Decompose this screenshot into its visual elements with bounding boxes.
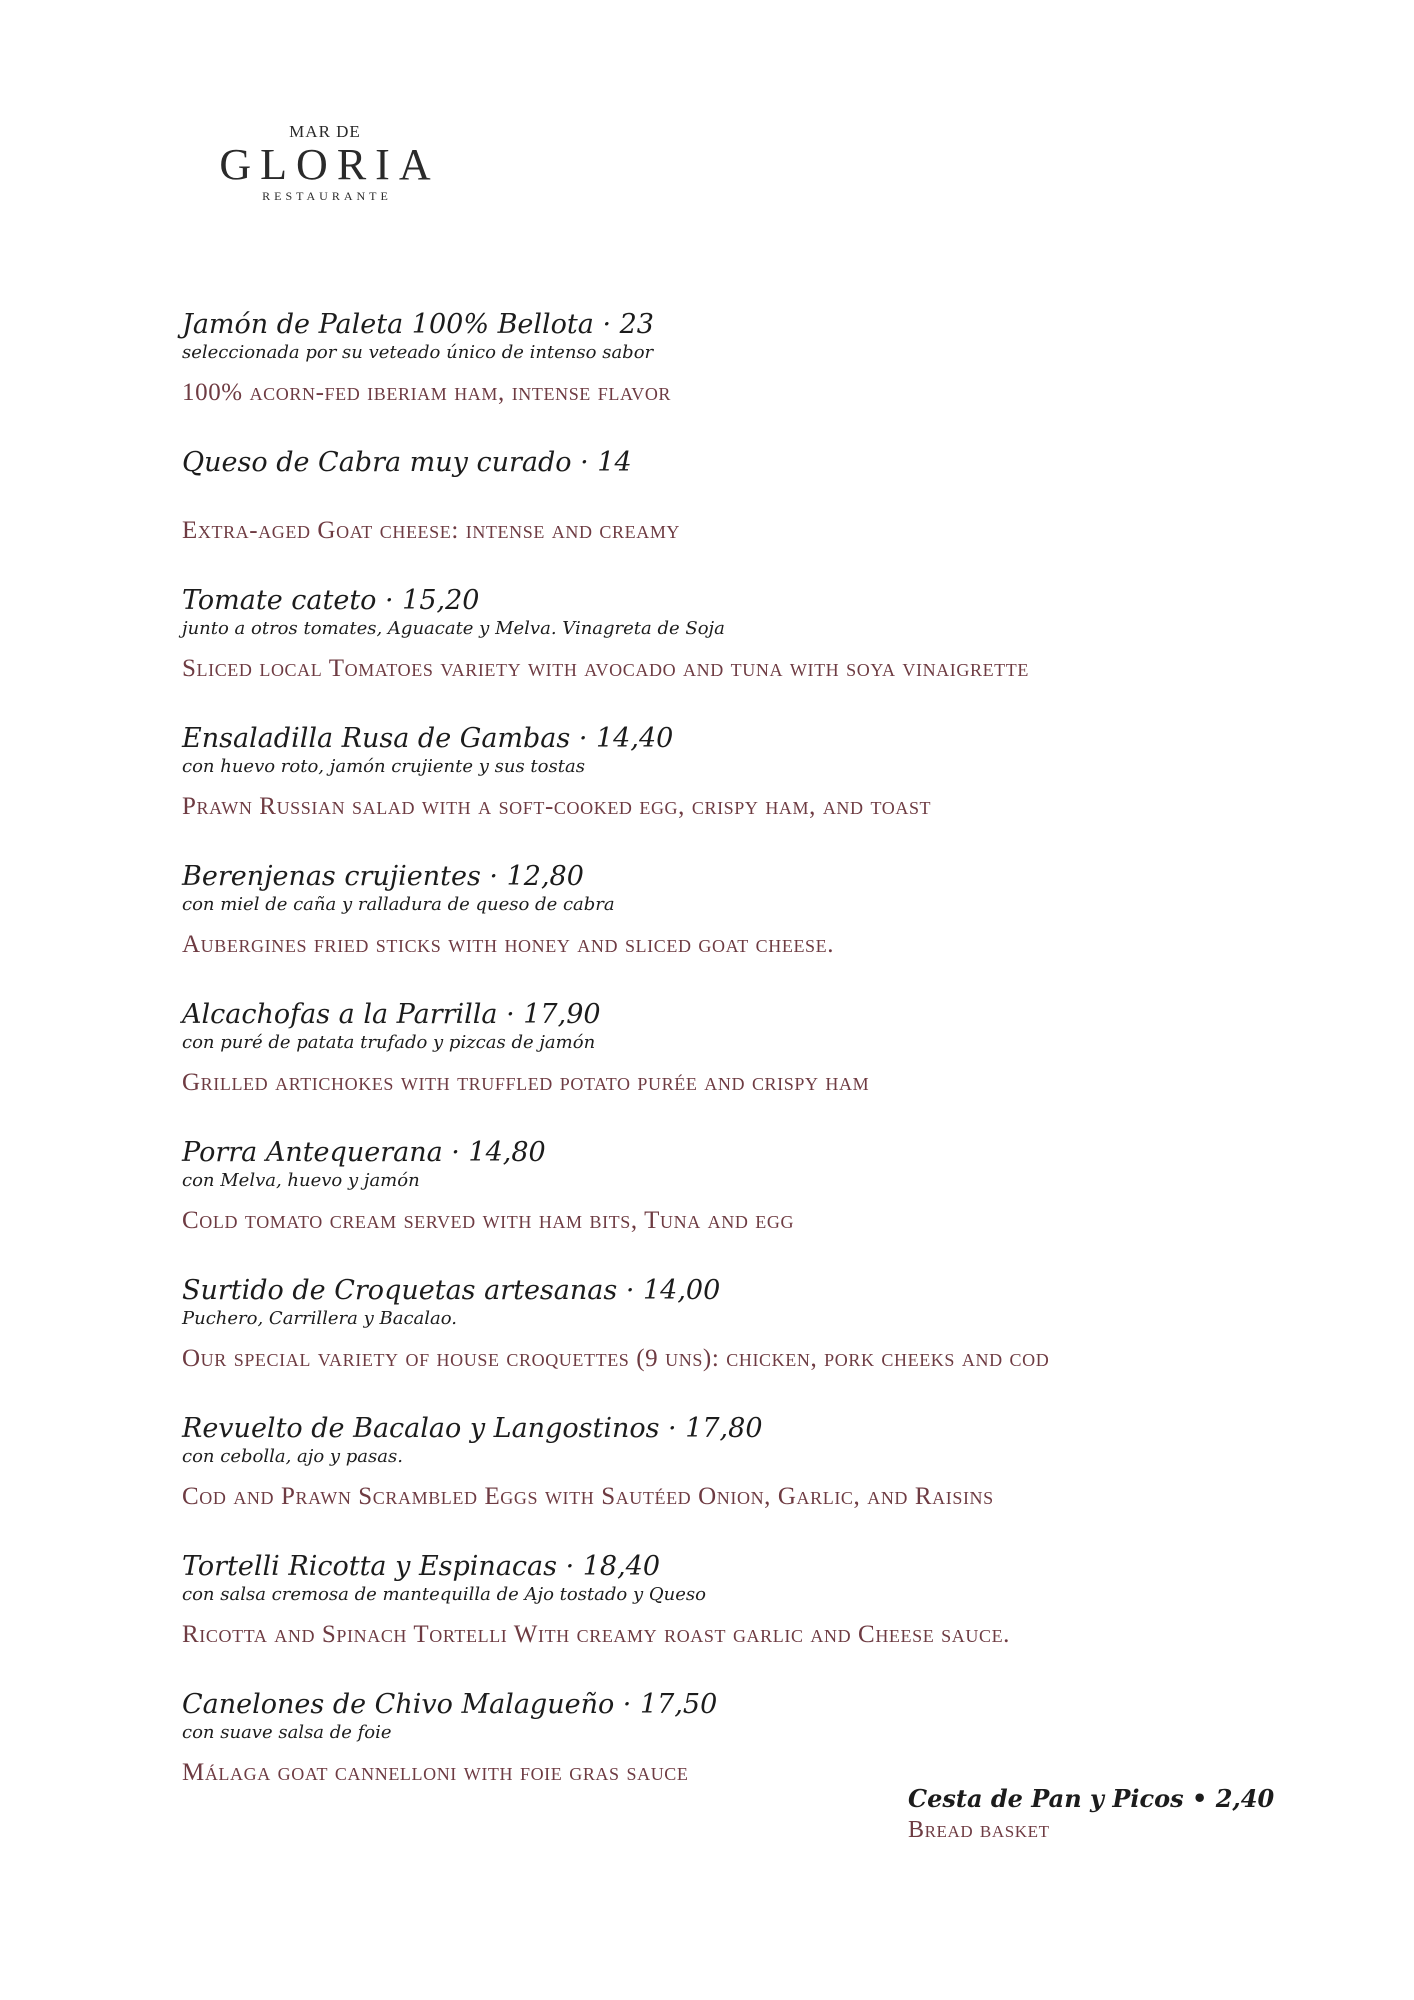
menu-list <box>182 308 1312 1826</box>
dish-name: Canelones de Chivo Malagueño · 17,50 <box>182 1689 718 1720</box>
dish-description-en: 100% acorn-fed iberiam ham, intense flavor <box>182 379 672 406</box>
dish-name: Revuelto de Bacalao y Langostinos · 17,80 <box>182 1413 763 1444</box>
menu-item-croquetas <box>182 1274 1312 1412</box>
dish-name: Surtido de Croquetas artesanas · 14,00 <box>182 1275 721 1306</box>
menu-item-revuelto <box>182 1412 1312 1550</box>
menu-item-queso <box>182 446 1312 584</box>
dish-description-en: Cod and Prawn Scrambled Eggs with Sautéed Onion, Garlic, and Raisins <box>182 1483 994 1510</box>
dish-name: Tortelli Ricotta y Espinacas · 18,40 <box>182 1551 661 1582</box>
restaurant-logo <box>200 122 450 204</box>
dish-description-en: Aubergines fried sticks with honey and sliced goat cheese. <box>182 931 835 958</box>
dish-description-es: con huevo roto, jamón crujiente y sus tostas <box>182 756 585 777</box>
logo-main-text: GLORIA <box>219 140 440 189</box>
dish-name: Jamón de Paleta 100% Bellota · 23 <box>182 309 654 340</box>
dish-name: Alcachofas a la Parrilla · 17,90 <box>182 999 601 1030</box>
dish-description-en: Extra-aged Goat cheese: intense and creamy <box>182 517 681 544</box>
menu-item-porra <box>182 1136 1312 1274</box>
dish-name: Ensaladilla Rusa de Gambas · 14,40 <box>182 723 674 754</box>
dish-description-en: Grilled artichokes with truffled potato purée and crispy ham <box>182 1069 870 1096</box>
dish-description-es: junto a otros tomates, Aguacate y Melva. Vinagreta de Soja <box>182 618 725 639</box>
menu-item-alcachofas <box>182 998 1312 1136</box>
bread-basket-title: Cesta de Pan y Picos • 2,40 <box>908 1784 1275 1813</box>
dish-description-es: seleccionada por su veteado único de intenso sabor <box>182 342 654 363</box>
dish-name: Porra Antequerana · 14,80 <box>182 1137 546 1168</box>
dish-description-en: Málaga goat cannelloni with foie gras sauce <box>182 1759 689 1786</box>
dish-description-en: Cold tomato cream served with ham bits, Tuna and egg <box>182 1207 795 1234</box>
logo-bottom-text: RESTAURANTE <box>262 189 392 203</box>
dish-description-es: con miel de caña y ralladura de queso de cabra <box>182 894 615 915</box>
dish-name: Berenjenas crujientes · 12,80 <box>182 861 584 892</box>
dish-description-es: con salsa cremosa de mantequilla de Ajo tostado y Queso <box>182 1584 706 1605</box>
dish-name: Queso de Cabra muy curado · 14 <box>182 447 632 478</box>
dish-description-en: Our special variety of house croquettes (9 uns): chicken, pork cheeks and cod <box>182 1345 1050 1372</box>
bread-basket <box>908 1783 1328 1845</box>
dish-description-es: con cebolla, ajo y pasas. <box>182 1446 403 1467</box>
menu-item-berenjenas <box>182 860 1312 998</box>
menu-item-jamon <box>182 308 1312 446</box>
menu-item-ensaladilla <box>182 722 1312 860</box>
menu-item-tortelli <box>182 1550 1312 1688</box>
dish-name: Tomate cateto · 15,20 <box>182 585 480 616</box>
dish-description-es: Puchero, Carrillera y Bacalao. <box>182 1308 458 1329</box>
dish-description-es: con Melva, huevo y jamón <box>182 1170 420 1191</box>
bread-basket-description-en: Bread basket <box>908 1817 1050 1843</box>
dish-description-en: Ricotta and Spinach Tortelli With creamy roast garlic and Cheese sauce. <box>182 1621 1011 1648</box>
logo-top-text: MAR DE <box>289 122 361 141</box>
menu-item-tomate <box>182 584 1312 722</box>
dish-description-en: Sliced local Tomatoes variety with avocado and tuna with soya vinaigrette <box>182 655 1029 682</box>
dish-description-es: con puré de patata trufado y pizcas de jamón <box>182 1032 596 1053</box>
dish-description-es: con suave salsa de foie <box>182 1722 392 1743</box>
dish-description-en: Prawn Russian salad with a soft-cooked egg, crispy ham, and toast <box>182 793 932 820</box>
